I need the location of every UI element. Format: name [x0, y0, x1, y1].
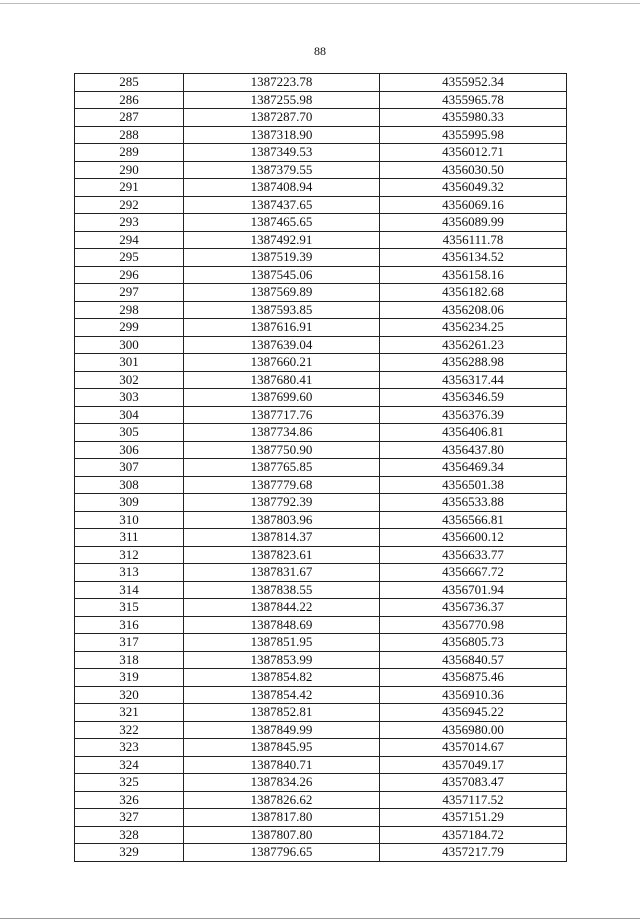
scan-edge-top: [0, 3, 640, 4]
table-row: [75, 301, 567, 319]
point-number-cell: 322: [75, 721, 184, 739]
x-coordinate-cell: 1387660.21: [184, 354, 380, 372]
x-coordinate-cell: 1387803.96: [184, 511, 380, 529]
point-number-cell: 307: [75, 459, 184, 477]
y-coordinate-cell: 4356012.71: [380, 144, 567, 162]
point-number-cell: 293: [75, 214, 184, 232]
y-coordinate-cell: 4357217.79: [380, 844, 567, 862]
y-coordinate-cell: 4356633.77: [380, 546, 567, 564]
x-coordinate-cell: 1387796.65: [184, 844, 380, 862]
x-coordinate-cell: 1387838.55: [184, 581, 380, 599]
table-row: [75, 266, 567, 284]
y-coordinate-cell: 4356533.88: [380, 494, 567, 512]
point-number-cell: 306: [75, 441, 184, 459]
y-coordinate-cell: 4356980.00: [380, 721, 567, 739]
table-row: [75, 774, 567, 792]
x-coordinate-cell: 1387349.53: [184, 144, 380, 162]
point-number-cell: 292: [75, 196, 184, 214]
y-coordinate-cell: 4356736.37: [380, 599, 567, 617]
point-number-cell: 295: [75, 249, 184, 267]
y-coordinate-cell: 4357083.47: [380, 774, 567, 792]
point-number-cell: 285: [75, 74, 184, 92]
y-coordinate-cell: 4356600.12: [380, 529, 567, 547]
x-coordinate-cell: 1387844.22: [184, 599, 380, 617]
x-coordinate-cell: 1387807.80: [184, 826, 380, 844]
x-coordinate-cell: 1387831.67: [184, 564, 380, 582]
point-number-cell: 317: [75, 634, 184, 652]
point-number-cell: 299: [75, 319, 184, 337]
table-row: [75, 669, 567, 687]
table-row: [75, 704, 567, 722]
point-number-cell: 327: [75, 809, 184, 827]
x-coordinate-cell: 1387492.91: [184, 231, 380, 249]
point-number-cell: 326: [75, 791, 184, 809]
point-number-cell: 288: [75, 126, 184, 144]
x-coordinate-cell: 1387593.85: [184, 301, 380, 319]
y-coordinate-cell: 4356805.73: [380, 634, 567, 652]
y-coordinate-cell: 4356030.50: [380, 161, 567, 179]
table-row: [75, 214, 567, 232]
table-row: [75, 319, 567, 337]
point-number-cell: 302: [75, 371, 184, 389]
x-coordinate-cell: 1387680.41: [184, 371, 380, 389]
table-row: [75, 389, 567, 407]
y-coordinate-cell: 4356208.06: [380, 301, 567, 319]
y-coordinate-cell: 4356701.94: [380, 581, 567, 599]
table-row: [75, 529, 567, 547]
point-number-cell: 286: [75, 91, 184, 109]
table-row: [75, 494, 567, 512]
table-row: [75, 809, 567, 827]
table-row: [75, 284, 567, 302]
point-number-cell: 304: [75, 406, 184, 424]
table-row: [75, 651, 567, 669]
table-row: [75, 126, 567, 144]
x-coordinate-cell: 1387699.60: [184, 389, 380, 407]
x-coordinate-cell: 1387255.98: [184, 91, 380, 109]
table-row: [75, 581, 567, 599]
x-coordinate-cell: 1387852.81: [184, 704, 380, 722]
point-number-cell: 297: [75, 284, 184, 302]
point-number-cell: 328: [75, 826, 184, 844]
table-row: [75, 511, 567, 529]
point-number-cell: 291: [75, 179, 184, 197]
table-row: [75, 459, 567, 477]
point-number-cell: 318: [75, 651, 184, 669]
x-coordinate-cell: 1387639.04: [184, 336, 380, 354]
y-coordinate-cell: 4356469.34: [380, 459, 567, 477]
point-number-cell: 315: [75, 599, 184, 617]
x-coordinate-cell: 1387408.94: [184, 179, 380, 197]
point-number-cell: 287: [75, 109, 184, 127]
scan-edge-bottom: [0, 918, 640, 919]
point-number-cell: 311: [75, 529, 184, 547]
x-coordinate-cell: 1387854.42: [184, 686, 380, 704]
y-coordinate-cell: 4357049.17: [380, 756, 567, 774]
x-coordinate-cell: 1387379.55: [184, 161, 380, 179]
point-number-cell: 289: [75, 144, 184, 162]
table-row: [75, 441, 567, 459]
table-row: [75, 196, 567, 214]
table-row: [75, 756, 567, 774]
y-coordinate-cell: 4356158.16: [380, 266, 567, 284]
table-row: [75, 74, 567, 92]
x-coordinate-cell: 1387287.70: [184, 109, 380, 127]
coordinates-table: [74, 73, 567, 862]
x-coordinate-cell: 1387853.99: [184, 651, 380, 669]
x-coordinate-cell: 1387849.99: [184, 721, 380, 739]
point-number-cell: 290: [75, 161, 184, 179]
table-row: [75, 249, 567, 267]
x-coordinate-cell: 1387848.69: [184, 616, 380, 634]
table-row: [75, 371, 567, 389]
x-coordinate-cell: 1387437.65: [184, 196, 380, 214]
table-row: [75, 336, 567, 354]
x-coordinate-cell: 1387519.39: [184, 249, 380, 267]
point-number-cell: 321: [75, 704, 184, 722]
x-coordinate-cell: 1387792.39: [184, 494, 380, 512]
x-coordinate-cell: 1387840.71: [184, 756, 380, 774]
y-coordinate-cell: 4356346.59: [380, 389, 567, 407]
point-number-cell: 294: [75, 231, 184, 249]
point-number-cell: 320: [75, 686, 184, 704]
point-number-cell: 309: [75, 494, 184, 512]
x-coordinate-cell: 1387817.80: [184, 809, 380, 827]
point-number-cell: 298: [75, 301, 184, 319]
y-coordinate-cell: 4356182.68: [380, 284, 567, 302]
y-coordinate-cell: 4356317.44: [380, 371, 567, 389]
table-row: [75, 616, 567, 634]
table-row: [75, 844, 567, 862]
table-row: [75, 179, 567, 197]
x-coordinate-cell: 1387823.61: [184, 546, 380, 564]
table-row: [75, 354, 567, 372]
x-coordinate-cell: 1387814.37: [184, 529, 380, 547]
y-coordinate-cell: 4355980.33: [380, 109, 567, 127]
y-coordinate-cell: 4356288.98: [380, 354, 567, 372]
y-coordinate-cell: 4356566.81: [380, 511, 567, 529]
point-number-cell: 308: [75, 476, 184, 494]
table-row: [75, 599, 567, 617]
table-row: [75, 721, 567, 739]
y-coordinate-cell: 4356376.39: [380, 406, 567, 424]
table-row: [75, 791, 567, 809]
x-coordinate-cell: 1387318.90: [184, 126, 380, 144]
y-coordinate-cell: 4357014.67: [380, 739, 567, 757]
x-coordinate-cell: 1387851.95: [184, 634, 380, 652]
y-coordinate-cell: 4357117.52: [380, 791, 567, 809]
y-coordinate-cell: 4356089.99: [380, 214, 567, 232]
table-row: [75, 476, 567, 494]
table-row: [75, 161, 567, 179]
table-row: [75, 826, 567, 844]
x-coordinate-cell: 1387734.86: [184, 424, 380, 442]
table-row: [75, 231, 567, 249]
x-coordinate-cell: 1387854.82: [184, 669, 380, 687]
point-number-cell: 300: [75, 336, 184, 354]
table-row: [75, 91, 567, 109]
point-number-cell: 305: [75, 424, 184, 442]
y-coordinate-cell: 4356840.57: [380, 651, 567, 669]
point-number-cell: 323: [75, 739, 184, 757]
x-coordinate-cell: 1387717.76: [184, 406, 380, 424]
table-row: [75, 144, 567, 162]
y-coordinate-cell: 4356261.23: [380, 336, 567, 354]
point-number-cell: 329: [75, 844, 184, 862]
x-coordinate-cell: 1387465.65: [184, 214, 380, 232]
x-coordinate-cell: 1387779.68: [184, 476, 380, 494]
y-coordinate-cell: 4357151.29: [380, 809, 567, 827]
point-number-cell: 316: [75, 616, 184, 634]
point-number-cell: 310: [75, 511, 184, 529]
point-number-cell: 313: [75, 564, 184, 582]
y-coordinate-cell: 4356875.46: [380, 669, 567, 687]
y-coordinate-cell: 4355952.34: [380, 74, 567, 92]
x-coordinate-cell: 1387569.89: [184, 284, 380, 302]
x-coordinate-cell: 1387750.90: [184, 441, 380, 459]
y-coordinate-cell: 4356406.81: [380, 424, 567, 442]
y-coordinate-cell: 4356234.25: [380, 319, 567, 337]
point-number-cell: 319: [75, 669, 184, 687]
point-number-cell: 296: [75, 266, 184, 284]
table-row: [75, 686, 567, 704]
y-coordinate-cell: 4356501.38: [380, 476, 567, 494]
x-coordinate-cell: 1387826.62: [184, 791, 380, 809]
y-coordinate-cell: 4356667.72: [380, 564, 567, 582]
table-row: [75, 564, 567, 582]
y-coordinate-cell: 4357184.72: [380, 826, 567, 844]
y-coordinate-cell: 4355995.98: [380, 126, 567, 144]
x-coordinate-cell: 1387223.78: [184, 74, 380, 92]
point-number-cell: 312: [75, 546, 184, 564]
coordinates-table-body: [75, 74, 567, 862]
page-number: 88: [314, 44, 326, 58]
x-coordinate-cell: 1387834.26: [184, 774, 380, 792]
point-number-cell: 301: [75, 354, 184, 372]
y-coordinate-cell: 4356437.80: [380, 441, 567, 459]
x-coordinate-cell: 1387616.91: [184, 319, 380, 337]
y-coordinate-cell: 4355965.78: [380, 91, 567, 109]
y-coordinate-cell: 4356111.78: [380, 231, 567, 249]
table-row: [75, 109, 567, 127]
y-coordinate-cell: 4356770.98: [380, 616, 567, 634]
table-row: [75, 739, 567, 757]
point-number-cell: 303: [75, 389, 184, 407]
x-coordinate-cell: 1387845.95: [184, 739, 380, 757]
point-number-cell: 324: [75, 756, 184, 774]
x-coordinate-cell: 1387765.85: [184, 459, 380, 477]
y-coordinate-cell: 4356069.16: [380, 196, 567, 214]
point-number-cell: 314: [75, 581, 184, 599]
y-coordinate-cell: 4356134.52: [380, 249, 567, 267]
y-coordinate-cell: 4356945.22: [380, 704, 567, 722]
y-coordinate-cell: 4356910.36: [380, 686, 567, 704]
y-coordinate-cell: 4356049.32: [380, 179, 567, 197]
table-row: [75, 546, 567, 564]
x-coordinate-cell: 1387545.06: [184, 266, 380, 284]
table-row: [75, 406, 567, 424]
table-row: [75, 634, 567, 652]
point-number-cell: 325: [75, 774, 184, 792]
table-row: [75, 424, 567, 442]
